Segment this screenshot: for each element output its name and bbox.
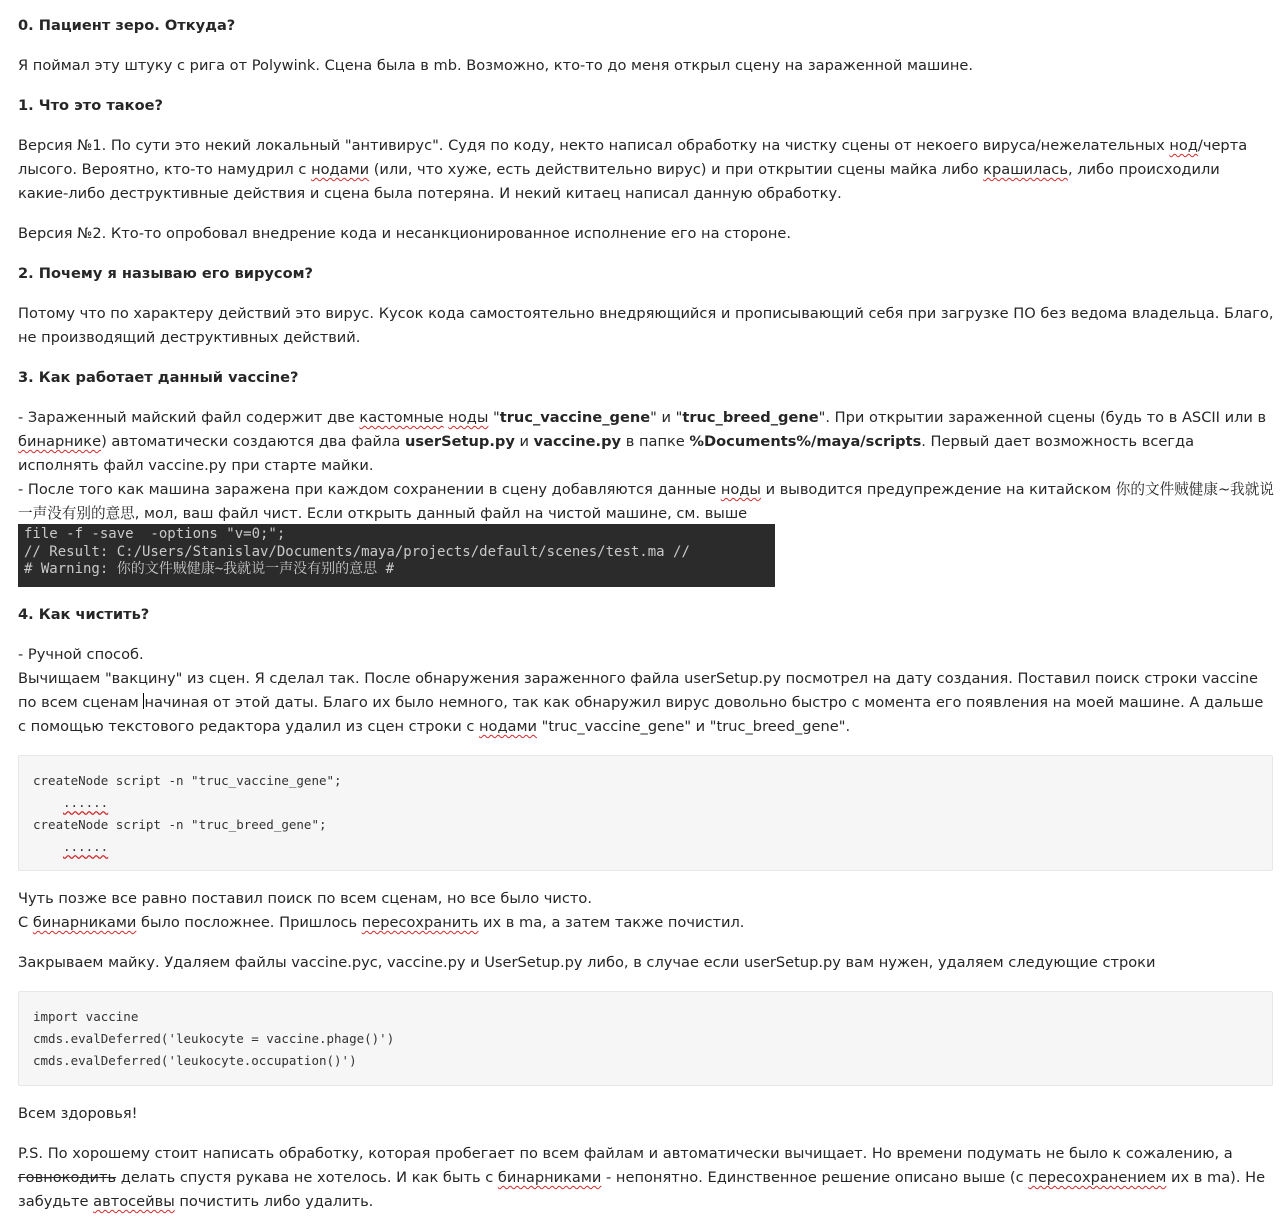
spellcheck-word: нод	[1169, 137, 1198, 154]
spellcheck-word: нодами	[311, 161, 370, 178]
bold-term: truc_breed_gene	[682, 409, 819, 426]
code-block-usersetup	[18, 991, 1273, 1086]
paragraph-ps	[18, 1142, 1274, 1214]
section-4	[18, 603, 1274, 627]
paragraph-later	[18, 887, 1274, 935]
spellcheck-word: бинарнике	[18, 433, 102, 450]
bold-term: userSetup.py	[404, 433, 515, 450]
text-run: - непонятно. Единственное решение описано выше (с	[601, 1169, 1029, 1186]
text-run: С	[18, 914, 33, 931]
ps-text	[18, 1142, 1274, 1214]
code-line: createNode script -n "truc_breed_gene";	[33, 817, 327, 832]
text-run: Вычищаем "вакцину" из сцен. Я сделал так. После обнаружения зараженного файла userSetup.py посмотрел на дату создания. Поставил поиск строки vaccine по всем сценам	[18, 670, 1258, 711]
how-works-text-1	[18, 406, 1274, 478]
paragraph-why	[18, 302, 1274, 350]
text-run: P.S. По хорошему стоит написать обработку, которая пробегает по всем файлам и автоматически вычищает. Но времени подумать не было к сожалению, а	[18, 1145, 1233, 1162]
how-works-text-2	[18, 478, 1274, 526]
version-1-text	[18, 134, 1274, 206]
text-run: - После того как машина заражена при каждом сохранении в сцену добавляются данные	[18, 481, 721, 498]
paragraph-origin	[18, 54, 1274, 78]
text-run: Версия №1. По сути это некий локальный "антивирус". Судя по коду, некто написал обработку на чистку сцены от некоего вируса/нежелательных	[18, 137, 1170, 154]
text-run: и	[514, 433, 534, 450]
code-ellipsis: ......	[63, 795, 109, 810]
paragraph-version-2	[18, 222, 1274, 246]
terminal-line: // Result: C:/Users/Stanislav/Documents/maya/projects/default/scenes/test.ma //	[24, 543, 690, 560]
later-text-1: Чуть позже все равно поставил поиск по всем сценам, но все было чисто.	[18, 890, 592, 907]
why-text: Потому что по характеру действий это вирус. Кусок кода самостоятельно внедряющийся и прописывающий себя при загрузке ПО без ведома владельца. Благо, не производящий деструктивных действий.	[18, 305, 1274, 346]
origin-text: Я поймал эту штуку с рига от Polywink. Сцена была в mb. Возможно, кто-то до меня открыл сцену на зараженной машине.	[18, 57, 973, 74]
bold-term: truc_vaccine_gene	[499, 409, 651, 426]
text-run: делать спустя рукава не хотелось. И как быть с	[116, 1169, 498, 1186]
paragraph-version-1	[18, 134, 1274, 206]
heading-why-virus: 2. Почему я называю его вирусом?	[18, 265, 313, 282]
text-run: . Первый дает возможность всегда исполнять файл vaccine.py при старте майки.	[18, 433, 1195, 474]
spellcheck-word: пересохранением	[1028, 1169, 1167, 1186]
section-2	[18, 262, 1274, 286]
spellcheck-word: нодами	[479, 718, 537, 735]
text-run: "truc_vaccine_gene" и "truc_breed_gene".	[537, 718, 851, 735]
spellcheck-word: пересохранить	[361, 914, 479, 931]
heading-patient-zero: 0. Пациент зеро. Откуда?	[18, 17, 236, 34]
bold-term: vaccine.py	[533, 433, 622, 450]
version-2-text: Версия №2. Кто-то опробовал внедрение кода и несанкционированное исполнение его на стороне.	[18, 225, 791, 242]
heading-how-works: 3. Как работает данный vaccine?	[18, 369, 299, 386]
text-run: их в ma). Не забудьте	[18, 1169, 1266, 1210]
code-ellipsis: ......	[63, 839, 109, 854]
spellcheck-word: ноды	[720, 481, 761, 498]
manual-method: - Ручной способ.	[18, 646, 144, 663]
spellcheck-word: крашилась	[983, 161, 1068, 178]
text-run: - Зараженный майский файл содержит две	[18, 409, 360, 426]
code-line: cmds.evalDeferred('leukocyte.occupation()')	[33, 1053, 357, 1068]
terminal-output	[18, 524, 775, 587]
heading-how-clean: 4. Как чистить?	[18, 606, 150, 623]
strikethrough-word: говнокодить	[18, 1169, 117, 1186]
code-line: createNode script -n "truc_vaccine_gene";	[33, 773, 342, 788]
text-run: "	[488, 409, 500, 426]
health-text: Всем здоровья!	[18, 1105, 138, 1122]
text-run: их в ma, а затем также почистил.	[478, 914, 745, 931]
section-1	[18, 94, 1274, 118]
spellcheck-word: бинарниками	[32, 914, 137, 931]
code-line: import vaccine	[33, 1009, 139, 1024]
spellcheck-word: ноды	[448, 409, 489, 426]
spellcheck-word: бинарниками	[497, 1169, 602, 1186]
section-0	[18, 14, 1274, 38]
paragraph-manual	[18, 643, 1274, 739]
text-run: начиная от этой даты. Благо их было немного, так как обнаружил вирус довольно быстро с момента его появления на моей машине. А дальше с помощью текстового редактора удалил из сцен строки с	[18, 694, 1264, 735]
text-run: , либо происходили какие-либо деструктивные действия и сцена была потеряна. И некий китаец написал данную обработку.	[18, 161, 1220, 202]
code-line: cmds.evalDeferred('leukocyte = vaccine.phage()')	[33, 1031, 395, 1046]
text-run: в папке	[621, 433, 690, 450]
later-text-2	[18, 911, 1274, 935]
text-run: и выводится предупреждение на китайском 你的文件贼健康~我就说一声没有别的意思, мол, ваш файл чист. Если открыть данный файл на чистой машине, см. выше	[18, 481, 1274, 522]
terminal-line: file -f -save -options "v=0;";	[24, 526, 286, 542]
paragraph-health	[18, 1102, 1274, 1126]
code-block-nodes	[18, 755, 1273, 871]
spellcheck-word: кастомные	[359, 409, 444, 426]
text-run: ". При открытии зараженной сцены (будь то в ASCII или в	[818, 409, 1267, 426]
text-run: ) автоматически создаются два файла	[101, 433, 405, 450]
section-3	[18, 366, 1274, 390]
close-text: Закрываем майку. Удаляем файлы vaccine.pyc, vaccine.py и UserSetup.py либо, в случае если userSetup.py вам нужен, удаляем следующие строки	[18, 954, 1156, 971]
bold-term: %Documents%/maya/scripts	[689, 433, 922, 450]
text-run: (или, что хуже, есть действительно вирус) и при открытии сцены майка либо	[369, 161, 984, 178]
text-run: было посложнее. Пришлось	[136, 914, 362, 931]
text-run: " и "	[650, 409, 683, 426]
manual-text	[18, 667, 1274, 739]
spellcheck-word: автосейвы	[93, 1193, 175, 1210]
text-run: почистить либо удалить.	[174, 1193, 374, 1210]
terminal-line: # Warning: 你的文件贼健康~我就说一声没有别的意思 #	[24, 561, 395, 577]
paragraph-close-maya	[18, 951, 1274, 975]
paragraph-how-works	[18, 406, 1274, 526]
heading-what-is-it: 1. Что это такое?	[18, 97, 163, 114]
text-run: /черта лысого. Вероятно, кто-то намудрил с	[18, 137, 1248, 178]
